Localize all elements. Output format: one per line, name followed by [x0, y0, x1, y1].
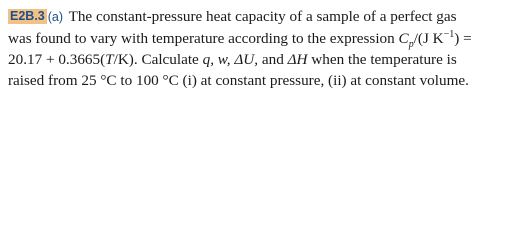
heat-capacity-unit: /(J K	[413, 30, 444, 47]
exercise-line-4	[8, 70, 502, 91]
exercise-line-2	[8, 28, 502, 49]
exercise-line-1	[8, 6, 502, 28]
exercise-number-badge: E2B.3	[10, 9, 45, 23]
condition-text: when the temperature is	[307, 51, 457, 68]
enthalpy-symbol: ΔH	[287, 51, 308, 68]
expression-start: 20.17 + 0.3665(	[8, 51, 106, 68]
exercise-text-line-2: was found to vary with temperature according to the expression	[8, 30, 399, 47]
exercise-block	[8, 6, 502, 91]
equals-sign: ) =	[454, 30, 472, 47]
exercise-text-line-4: raised from 25 °C to 100 °C (i) at constant pressure, (ii) at constant volume.	[8, 72, 469, 89]
quantity-variables: q, w, ΔU,	[202, 51, 259, 68]
exercise-part-label: (a)	[47, 10, 64, 24]
heat-capacity-subscript: p	[408, 39, 414, 51]
calculate-text: /K). Calculate	[113, 51, 203, 68]
exercise-line-3	[8, 49, 502, 70]
heat-capacity-symbol: C	[398, 30, 409, 47]
and-text: and	[258, 51, 288, 68]
unit-exponent: −1	[443, 28, 455, 40]
exercise-text-line-1: The constant-pressure heat capacity of a sample of a perfect gas	[68, 8, 457, 25]
temperature-symbol: T	[105, 51, 114, 68]
